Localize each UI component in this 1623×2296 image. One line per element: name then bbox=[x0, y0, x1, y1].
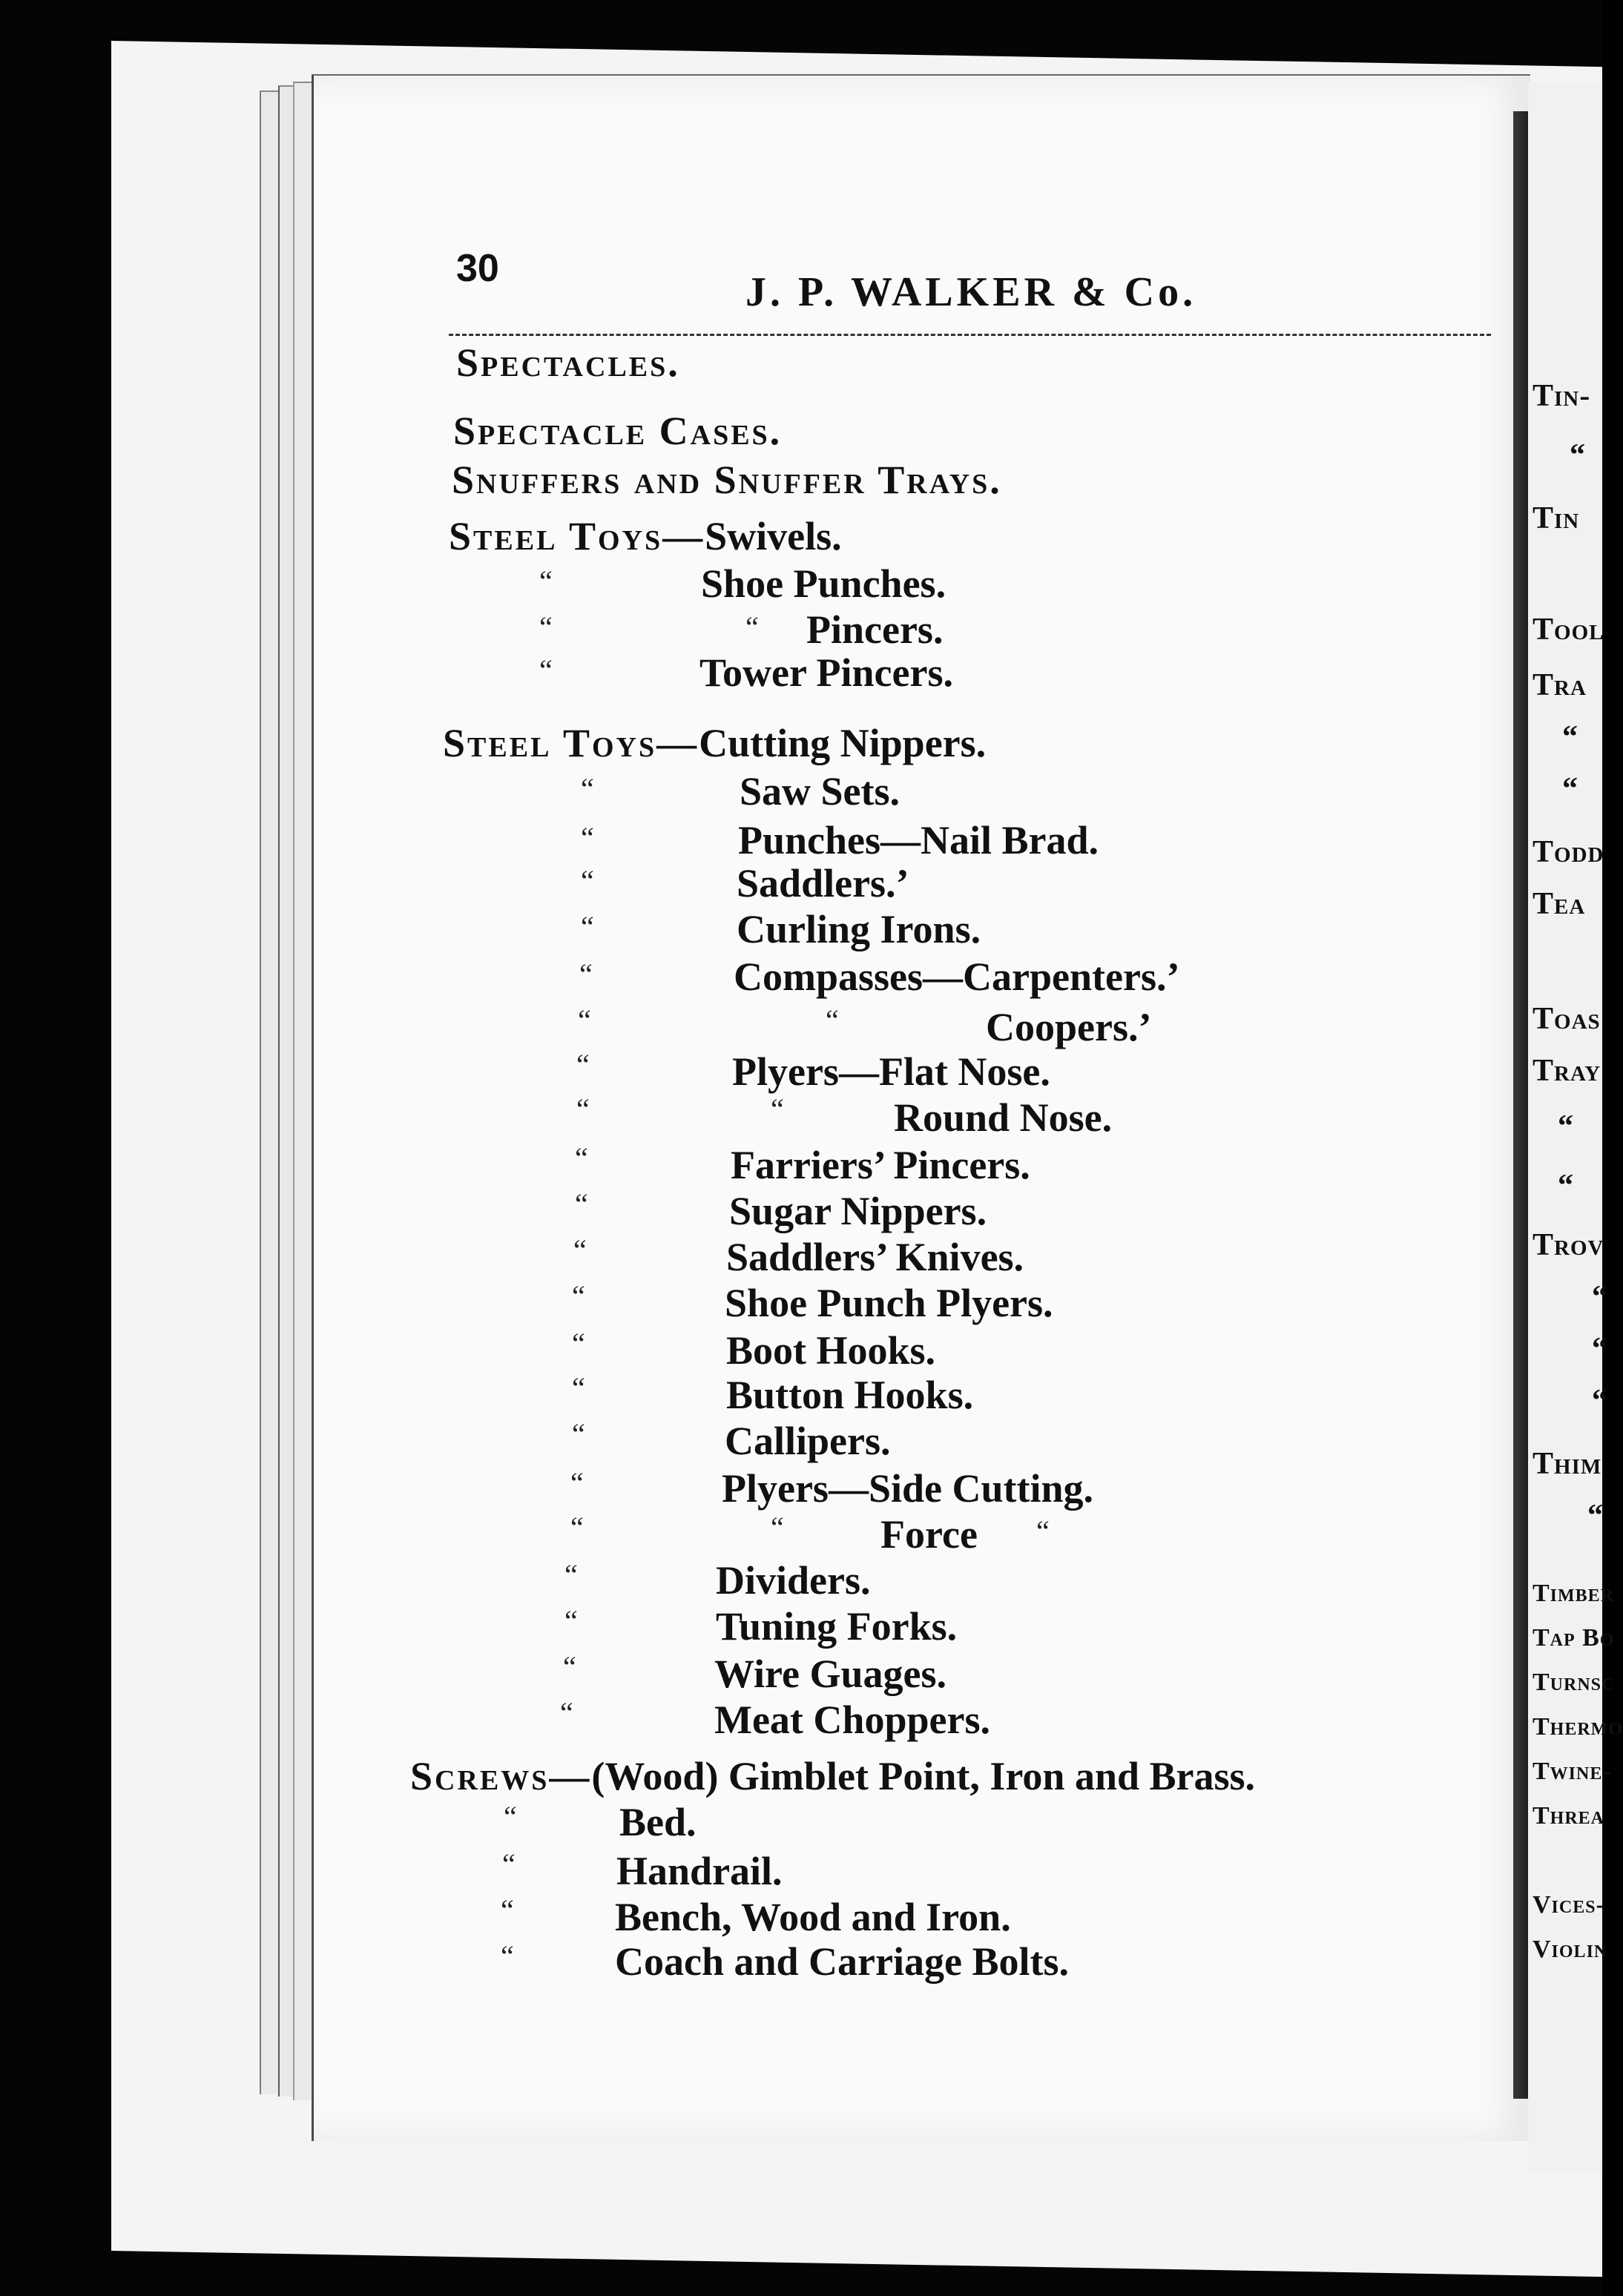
ditto-mark: “ bbox=[578, 1003, 591, 1037]
ditto-mark: “ bbox=[572, 1417, 585, 1451]
facing-page-entry: Tin- bbox=[1533, 379, 1591, 413]
entry-heading: Screws— bbox=[410, 1754, 592, 1798]
catalogue-entry: Farriers’ Pincers. bbox=[731, 1143, 1030, 1187]
facing-page-entry: Twine- bbox=[1533, 1758, 1612, 1785]
entry-heading: Steel Toys— bbox=[443, 721, 699, 765]
catalogue-entry: Wire Guages. bbox=[714, 1652, 947, 1696]
header-rule bbox=[449, 334, 1491, 336]
ditto-mark: “ bbox=[579, 957, 593, 991]
ditto-mark: “ bbox=[564, 1604, 578, 1637]
catalogue-entry: Meat Choppers. bbox=[714, 1698, 990, 1742]
ditto-mark: “ bbox=[745, 610, 759, 644]
facing-page-entry: “ bbox=[1592, 1384, 1608, 1418]
ditto-mark: “ bbox=[539, 564, 553, 598]
catalogue-entry: Shoe Punch Plyers. bbox=[725, 1281, 1053, 1325]
facing-page-entry: “ bbox=[1558, 1169, 1574, 1203]
ditto-mark: “ bbox=[572, 1279, 585, 1313]
entry-item: Swivels. bbox=[705, 514, 842, 558]
catalogue-entry: Spectacles. bbox=[456, 340, 680, 385]
facing-page-entry: Toas bbox=[1533, 1002, 1601, 1036]
catalogue-entry: Handrail. bbox=[616, 1849, 783, 1893]
ditto-mark: “ bbox=[575, 1141, 588, 1175]
ditto-mark: “ bbox=[564, 1558, 578, 1591]
ditto-mark: “ bbox=[576, 1092, 590, 1126]
ditto-mark: “ bbox=[501, 1893, 514, 1927]
ditto-mark: “ bbox=[572, 1371, 585, 1405]
facing-page-entry: Tool bbox=[1533, 613, 1604, 647]
ditto-mark: “ bbox=[581, 821, 594, 854]
ditto-mark: “ bbox=[1036, 1514, 1050, 1548]
catalogue-entry: Shoe Punches. bbox=[701, 561, 947, 606]
catalogue-entry: Bed. bbox=[619, 1800, 697, 1844]
ditto-mark: “ bbox=[539, 610, 553, 644]
ditto-mark: “ bbox=[560, 1696, 573, 1729]
facing-page-entry: Trov bbox=[1533, 1228, 1604, 1262]
catalogue-entry: Coopers.’ bbox=[986, 1005, 1152, 1049]
facing-page bbox=[1528, 82, 1623, 2173]
ditto-mark: “ bbox=[576, 1048, 590, 1081]
ditto-mark: “ bbox=[826, 1003, 839, 1037]
page-header: J. P. WALKER & Co. bbox=[745, 269, 1197, 315]
catalogue-entry: Force bbox=[880, 1512, 978, 1557]
facing-page-entry: Vices- bbox=[1533, 1891, 1605, 1919]
catalogue-entry: Bench, Wood and Iron. bbox=[615, 1895, 1011, 1939]
catalogue-entry: Callipers. bbox=[725, 1419, 891, 1463]
catalogue-entry bbox=[449, 516, 842, 556]
ditto-mark: “ bbox=[581, 864, 594, 897]
catalogue-entry: Tower Pincers. bbox=[699, 650, 953, 695]
catalogue-entry: Punches—Nail Brad. bbox=[738, 818, 1099, 862]
catalogue-entry: Dividers. bbox=[716, 1558, 871, 1603]
facing-page-entry: Tin bbox=[1533, 501, 1580, 535]
facing-page-entry: “ bbox=[1562, 720, 1578, 754]
catalogue-entry: Pincers. bbox=[806, 607, 944, 652]
catalogue-entry: Button Hooks. bbox=[726, 1373, 974, 1417]
ditto-mark: “ bbox=[502, 1847, 516, 1881]
ditto-mark: “ bbox=[501, 1939, 514, 1973]
ditto-mark: “ bbox=[575, 1187, 588, 1221]
entry-item: Cutting Nippers. bbox=[699, 721, 987, 765]
catalogue-entry: Saw Sets. bbox=[740, 769, 901, 814]
catalogue-entry bbox=[410, 1756, 1255, 1796]
catalogue-entry: Boot Hooks. bbox=[726, 1328, 936, 1373]
catalogue-entry: Spectacle Cases. bbox=[453, 409, 783, 453]
ditto-mark: “ bbox=[581, 772, 594, 805]
facing-page-entry: “ bbox=[1570, 438, 1586, 472]
facing-page-entry: Violin bbox=[1533, 1936, 1608, 1963]
facing-page-entry: Tap Bo bbox=[1533, 1624, 1615, 1652]
catalogue-entry: Sugar Nippers. bbox=[729, 1189, 987, 1233]
facing-page-entry: Tea bbox=[1533, 887, 1586, 921]
facing-page-entry: “ bbox=[1558, 1109, 1574, 1144]
ditto-mark: “ bbox=[504, 1800, 517, 1833]
facing-page-entry: “ bbox=[1562, 772, 1578, 806]
ditto-mark: “ bbox=[570, 1511, 584, 1544]
facing-page-entry: Tra bbox=[1533, 668, 1587, 702]
ditto-mark: “ bbox=[570, 1466, 584, 1500]
facing-page-entry: “ bbox=[1592, 1280, 1608, 1314]
catalogue-entry: Tuning Forks. bbox=[716, 1604, 958, 1649]
catalogue-entry: Snuffers and Snuffer Trays. bbox=[452, 458, 1002, 502]
ditto-mark: “ bbox=[581, 910, 594, 943]
ditto-mark: “ bbox=[771, 1092, 784, 1126]
facing-page-entry: Thermo bbox=[1533, 1713, 1623, 1741]
entry-item: (Wood) Gimblet Point, Iron and Brass. bbox=[591, 1754, 1256, 1798]
facing-page-entry: Turnsc bbox=[1533, 1669, 1616, 1696]
catalogue-entry bbox=[443, 723, 986, 763]
ditto-mark: “ bbox=[563, 1650, 576, 1683]
catalogue-entry: Plyers—Flat Nose. bbox=[732, 1049, 1050, 1094]
catalogue-entry: Round Nose. bbox=[894, 1095, 1113, 1140]
catalogue-entry: Saddlers’ Knives. bbox=[726, 1235, 1024, 1279]
catalogue-entry: Plyers—Side Cutting. bbox=[722, 1466, 1094, 1511]
facing-page-entry: Thim bbox=[1533, 1447, 1602, 1481]
catalogue-entry: Coach and Carriage Bolts. bbox=[615, 1939, 1069, 1984]
facing-page-entry: Todd bbox=[1533, 835, 1604, 869]
catalogue-entry: Curling Irons. bbox=[737, 907, 981, 951]
ditto-mark: “ bbox=[539, 653, 553, 687]
facing-page-entry: Tray bbox=[1533, 1054, 1601, 1088]
ditto-mark: “ bbox=[572, 1327, 585, 1360]
facing-page-entry: Timber bbox=[1533, 1580, 1615, 1607]
facing-page-entry: Threa bbox=[1533, 1802, 1605, 1830]
catalogue-entry: Compasses—Carpenters.’ bbox=[734, 954, 1180, 999]
entry-heading: Steel Toys— bbox=[449, 514, 705, 558]
catalogue-entry: Saddlers.’ bbox=[737, 861, 909, 905]
ditto-mark: “ bbox=[573, 1233, 587, 1267]
facing-page-entry: “ bbox=[1587, 1499, 1604, 1533]
page-number: 30 bbox=[456, 247, 499, 290]
facing-page-entry: “ bbox=[1592, 1332, 1608, 1366]
ditto-mark: “ bbox=[771, 1511, 784, 1544]
